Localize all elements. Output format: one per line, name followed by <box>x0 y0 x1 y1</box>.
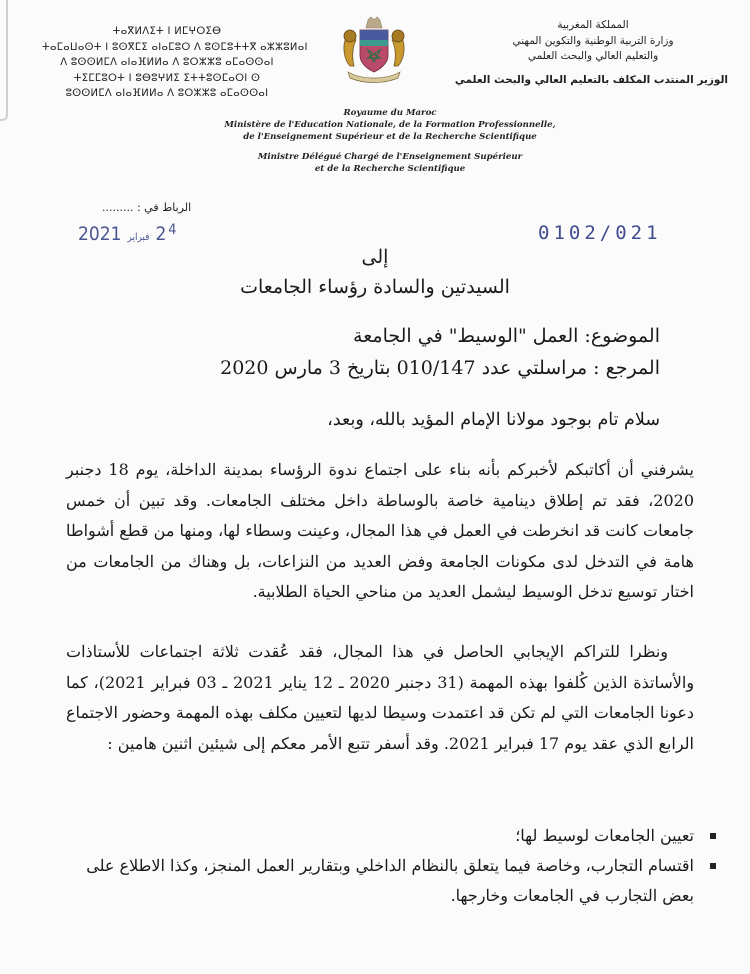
addressee-recipients: السيدتين والسادة رؤساء الجامعات <box>240 276 510 298</box>
reference-number-stamp: 0102/021 <box>538 222 662 244</box>
reference-line: المرجع : مراسلتي عدد 010/147 بتاريخ 3 مارس 2020 <box>220 357 660 379</box>
tifinagh-header <box>42 24 308 102</box>
place-line: الرباط في : ......... <box>102 201 192 214</box>
arabic-header-line: المملكة المغربية <box>557 19 629 31</box>
body-paragraph-2: ونظرا للتراكم الإيجابي الحاصل في هذا المجال، فقد عُقدت ثلاثة اجتماعات للأستاذات والأساتذة الذين كُلفوا بهذه المهمة (31 دجنبر 2020 ـ 12 يناير 2021 ـ 03 فبراير 2021)، كما دعونا الجامعات التي لم تكن قد اعتمدت وسيطا لديها لتعيين مكلف بهذه المهمة وحضور الاجتماع الرابع الذي عقد يوم 17 فبراير 2021. وقد أسفر تتبع الأمر معكم إلى شيئين اثنين هامين : <box>66 642 695 753</box>
coat-of-arms-emblem <box>338 16 410 86</box>
french-header-line: Royaume du Maroc <box>343 108 437 118</box>
date-stamp-day-a: 2 <box>155 223 167 245</box>
arabic-header-line: والتعليم العالي والبحث العلمي <box>527 50 659 62</box>
date-stamp-year: 2021 <box>78 223 122 245</box>
arabic-header-line: وزارة التربية الوطنية والتكوين المهني <box>512 34 674 47</box>
arabic-header <box>454 18 728 88</box>
french-header <box>180 108 600 176</box>
addressee-label: إلى <box>361 246 389 268</box>
arabic-minister-title: الوزير المنتدب المكلف بالتعليم العالي والبحث العلمي <box>454 73 728 86</box>
tifinagh-line: ⴷ ⵓⵙⵙⵍⵎⴷ ⴰⵏⴰⴼⵍⵍⴰ ⴷ ⵓⵔⵣⵣⵓ ⴰⵎⴰⵙⵙⴰⵏ <box>60 57 274 68</box>
page-edge-shadow <box>0 0 8 121</box>
french-minister-line: et de la Recherche Scientifique <box>314 164 466 175</box>
french-header-line: Ministère de l'Education Nationale, de la Formation Professionnelle, <box>224 119 556 130</box>
bullet-item: اقتسام التجارب، وخاصة فيما يتعلق بالنظام الداخلي وبتقارير العمل المنجز، وكذا الاطلاع على بعض التجارب في الجامعات وخارجها. <box>66 851 694 911</box>
tifinagh-line: ⵜⴰⴳⵍⴷⵉⵜ ⵏ ⵍⵎⵖⵔⵉⴱ <box>112 26 222 37</box>
subject-line: الموضوع: العمل "الوسيط" في الجامعة <box>353 325 660 347</box>
date-stamp-month: فبراير <box>127 232 150 243</box>
date-stamp-day-b: 4 <box>168 222 177 238</box>
tifinagh-line: ⵜⵉⵎⵎⵓⵔⵜ ⵏ ⵓⴱⵓⵖⵍⵉ ⵉⵜⵜⵓⵙⵎⴰⵔⵏ ⵙ <box>73 72 261 84</box>
bullet-item: تعيين الجامعات لوسيط لها؛ <box>66 821 694 851</box>
tifinagh-line: ⵓⵙⵙⵍⵎⴷ ⴰⵏⴰⴼⵍⵍⴰ ⴷ ⵓⵔⵣⵣⵓ ⴰⵎⴰⵙⵙⴰⵏ <box>65 88 269 99</box>
bullet-list <box>66 821 722 911</box>
french-minister-line: Ministre Délégué Chargé de l'Enseignement Supérieur <box>257 152 523 163</box>
tifinagh-line: ⵜⴰⵎⴰⵡⴰⵙⵜ ⵏ ⵓⵙⴳⵎⵉ ⴰⵏⴰⵎⵓⵔ ⴷ ⵓⵙⵎⵓⵜⵜⴳ ⴰⵣⵣⵓⵍⴰⵏ <box>42 41 308 53</box>
body-paragraph-1: يشرفني أن أكاتبكم لأخبركم بأنه بناء على اجتماع ندوة الرؤساء بمدينة الداخلة، يوم 18 دجنبر 2020، فقد تم إطلاق دينامية خاصة بالوساطة داخل مختلف الجامعات. وقد تبين أن خمس جامعات كانت قد انخرطت في العمل في هذا المجال، وعينت وسطاء لها، ومنها من قطع أشواطا هامة في التدخل لدى مكونات الجامعة وفض العديد من النزاعات، بل وهناك من الجامعات من اختار توسيع تدخل الوسيط ليشمل العديد من مناحي الحياة الطلابية. <box>66 460 694 601</box>
greeting: سلام تام بوجود مولانا الإمام المؤيد بالله، وبعد، <box>327 410 660 430</box>
french-header-line: de l'Enseignement Supérieur et de la Recherche Scientifique <box>243 131 537 142</box>
date-stamp <box>78 223 176 245</box>
